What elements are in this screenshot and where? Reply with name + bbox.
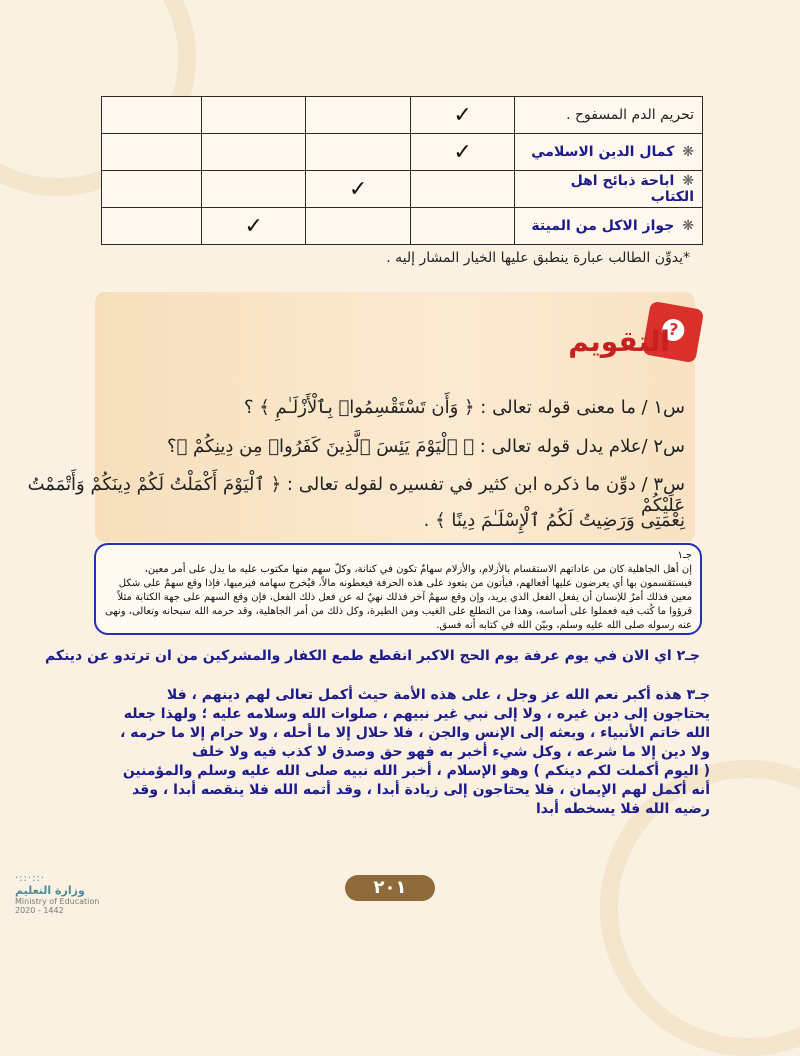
page-number: ٢٠١ — [345, 875, 435, 901]
table-row — [102, 208, 703, 245]
answer-2: جـ٢ اي الان في يوم عرفة يوم الحج الاكبر انقطع طمع الكفار والمشركين من ان ترتدو عن دينكم — [44, 648, 700, 664]
row-label-text: اباحة ذبائح اهل الكتاب — [570, 173, 694, 205]
row-label-text: تحريم الدم المسفوح . — [566, 107, 694, 123]
checkmark-icon: ✓ — [453, 102, 472, 128]
table-cell — [201, 97, 305, 134]
answer-3 — [110, 686, 710, 819]
table-row-label — [515, 208, 703, 245]
instruction-note: *يدوِّن الطالب عبارة ينطبق عليها الخيار المشار إليه . — [386, 250, 690, 266]
table-cell — [201, 134, 305, 171]
table-cell — [306, 134, 410, 171]
table-cell — [306, 171, 410, 208]
checkmark-icon: ✓ — [244, 213, 263, 239]
table-cell — [410, 208, 514, 245]
table-cell — [410, 134, 514, 171]
logo-name: وزارة التعليم — [15, 884, 85, 897]
table-row-label — [515, 97, 703, 134]
table-cell — [102, 134, 202, 171]
answer-1-box — [94, 543, 702, 635]
table-cell — [410, 97, 514, 134]
table-row — [102, 134, 703, 171]
row-label-text: كمال الدين الاسلامي — [531, 144, 675, 160]
table-row — [102, 171, 703, 208]
table-cell — [102, 97, 202, 134]
table-row-label — [515, 134, 703, 171]
row-label-text: جواز الاكل من الميتة — [531, 218, 675, 234]
answer-1-text: إن أهل الجاهلية كان من عاداتهم الاستقسام بالأزلام، والأزلام سهامٌ تكون في كنانة، وكلّ سهم منها مكتوب عليه ما يدل على أمر معين، فيستقسمون بها أي يعرضون عليها أفعالهم، فيأتون من يتعود على هذه الحرفة فيعطونه مالاً، فيُخرج سهامه فيرميها، فإذا وقع سهمٌ على شكل معين فذلك أمرٌ للإنسان أن يفعل الفعل الذي يريد، وإن وقع سهمٌ آخر فذلك نهيٌ له عن فعل ذلك الفعل، فإن وقع السهم على جهة الكتابة مثلاً قرؤوا ما كُتب فيه فعملوا على أساسه، وهذا من التطلع على الغيب ومن الطيرة، وكل ذلك من أمر الجاهلية، وقد حرمه الله سبحانه وتعالى، ونهى عنه رسوله صلى الله عليه وسلم، وبيّن الله في كتابه أنه فسق. — [104, 564, 692, 631]
checkmark-icon: ✓ — [348, 176, 368, 202]
answer-1-label: جـ١ — [677, 550, 692, 561]
question-3-line-1: س٣ / دوِّن ما ذكره ابن كثير في تفسيره لقوله تعالى : ﴿ ٱلْيَوْمَ أَكْمَلْتُ لَكُمْ دِينَكُمْ وَأَتْمَمْتُ عَلَيْكُمْ — [27, 474, 685, 516]
table-cell — [201, 208, 305, 245]
table-cell — [102, 208, 202, 245]
table-cell — [306, 208, 410, 245]
star-icon: ❋ — [682, 218, 694, 234]
table-cell — [201, 171, 305, 208]
table-row — [102, 97, 703, 134]
logo-year: 2020 - 1442 — [15, 906, 64, 915]
star-icon: ❋ — [682, 144, 694, 160]
checkmark-icon: ✓ — [453, 139, 472, 165]
question-2: س٢ /علام يدل قوله تعالى : ﴿ ٱلْيَوْمَ يَئِسَ ٱلَّذِينَ كَفَرُوا۟ مِن دِينِكُمْ ﴾؟ — [166, 436, 685, 457]
answer-3-paragraph-2: ( اليوم أكملت لكم دينكم ) وهو الإسلام ، أخبر الله نبيه صلى الله عليه وسلم والمؤمنين أنه أكمل لهم الإيمان ، فلا يحتاجون إلى زيادة أبدا ، وقد أتمه الله فلا ينقصه أبدا ، وقد رضيه الله فلا يسخطه أبدا — [122, 763, 710, 817]
ministry-logo — [15, 873, 105, 943]
table-cell — [410, 171, 514, 208]
table-row-label — [515, 171, 703, 208]
question-1: س١ / ما معنى قوله تعالى : ﴿ وَأَن تَسْتَقْسِمُوا۟ بِٱلْأَزْلَـٰمِ ﴾ ؟ — [243, 397, 685, 418]
question-mark-icon: ? — [642, 301, 705, 364]
table-cell — [306, 97, 410, 134]
question-3-line-2: نِعْمَتِى وَرَضِيتُ لَكُمُ ٱلْإِسْلَـٰمَ دِينًا ﴾ . — [423, 510, 685, 531]
table-cell — [102, 171, 202, 208]
logo-english: Ministry of Education — [15, 897, 100, 906]
evaluation-title: التقويم — [568, 325, 670, 358]
comparison-table — [101, 96, 703, 245]
logo-dots-icon: ·::·::· — [15, 873, 46, 884]
answer-3-paragraph-1: جـ٣ هذه أكبر نعم الله عز وجل ، على هذه الأمة حيث أكمل تعالى لهم دينهم ، فلا يحتاجون إلى دين غيره ، ولا إلى نبي غير نبيهم ، صلوات الله وسلامه عليه ؛ ولهذا جعله الله خاتم الأنبياء ، وبعثه إلى الإنس والجن ، فلا حلال إلا ما أحله ، ولا حرام إلا ما حرمه ، ولا دين إلا ما شرعه ، وكل شيء أخبر به فهو حق وصدق لا كذب فيه ولا خلف — [120, 687, 710, 760]
star-icon: ❋ — [682, 173, 694, 189]
